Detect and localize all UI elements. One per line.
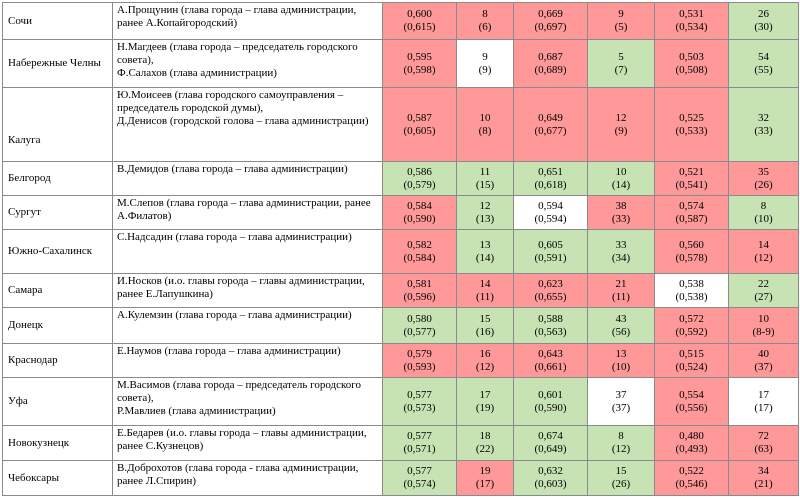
leader-line: И.Носков (и.о. главы города – главы администрации, ранее Е.Лапушкина) (117, 275, 365, 300)
leader-cell (113, 88, 383, 162)
value-cell (655, 3, 729, 40)
current-value: 12 (615, 111, 627, 124)
previous-value: (11) (476, 290, 494, 303)
city-cell: Уфа (3, 378, 113, 426)
previous-value: (14) (475, 251, 495, 264)
leader-cell (113, 274, 383, 308)
previous-value: (0,534) (675, 21, 708, 33)
value-cell (729, 230, 799, 274)
previous-value: (0,578) (675, 251, 708, 264)
previous-value: (27) (754, 290, 773, 303)
value-cell (655, 162, 729, 196)
previous-value: (56) (611, 325, 631, 338)
previous-value: (0,605) (403, 124, 436, 137)
table-row (3, 3, 799, 40)
value-cell (655, 274, 729, 308)
value-cell (588, 274, 655, 308)
value-cell (588, 196, 655, 230)
current-value: 38 (615, 199, 627, 212)
current-value: 0,572 (679, 312, 704, 325)
previous-value: (0,677) (534, 124, 567, 137)
previous-value: (0,618) (534, 178, 567, 191)
previous-value: (15) (475, 178, 495, 191)
value-cell (588, 378, 655, 426)
value-cell (729, 40, 799, 88)
previous-value: (14) (611, 178, 631, 191)
current-value: 0,623 (538, 277, 563, 290)
current-value: 19 (479, 465, 491, 477)
previous-value: (0,590) (534, 401, 567, 414)
value-cell (729, 3, 799, 40)
previous-value: (0,538) (675, 290, 708, 303)
previous-value: (0,594) (534, 212, 567, 225)
value-cell (383, 378, 457, 426)
previous-value: (55) (754, 63, 773, 76)
ratings-table (2, 2, 799, 496)
current-value: 17 (479, 388, 491, 401)
previous-value: (5) (614, 21, 628, 33)
value-cell (655, 230, 729, 274)
leader-cell (113, 40, 383, 88)
value-cell (729, 88, 799, 162)
table-row (3, 162, 799, 196)
value-cell (729, 308, 799, 344)
value-cell (655, 426, 729, 461)
current-value: 10 (615, 165, 627, 178)
current-value: 0,581 (407, 277, 432, 290)
table-row (3, 40, 799, 88)
leader-line: М.Васимов (глава города – председатель городского совета), (117, 379, 362, 404)
previous-value: (21) (754, 478, 773, 490)
value-cell (383, 3, 457, 40)
value-cell (588, 3, 655, 40)
table-row (3, 88, 799, 162)
previous-value: (37) (611, 401, 631, 414)
current-value: 26 (758, 8, 769, 20)
table-row (3, 230, 799, 274)
value-cell (588, 40, 655, 88)
value-cell (729, 196, 799, 230)
previous-value: (26) (611, 478, 631, 490)
previous-value: (30) (754, 21, 773, 33)
value-cell (588, 308, 655, 344)
current-value: 22 (758, 277, 769, 290)
current-value: 9 (618, 8, 624, 20)
current-value: 0,588 (538, 312, 563, 325)
leader-cell (113, 461, 383, 496)
leader-cell (113, 3, 383, 40)
value-cell (514, 308, 588, 344)
previous-value: (22) (475, 443, 495, 455)
value-cell (457, 274, 514, 308)
leader-cell (113, 196, 383, 230)
current-value: 17 (758, 388, 769, 401)
value-cell (383, 162, 457, 196)
previous-value: (0,689) (534, 63, 567, 76)
previous-value: (0,603) (534, 478, 567, 490)
current-value: 11 (479, 165, 491, 178)
current-value: 14 (758, 238, 769, 251)
current-value: 0,674 (538, 430, 563, 442)
value-cell (588, 88, 655, 162)
previous-value: (0,574) (403, 478, 436, 490)
current-value: 8 (482, 8, 488, 20)
city-cell: Калуга (3, 88, 113, 162)
current-value: 0,687 (538, 50, 563, 63)
previous-value: (9) (614, 124, 628, 137)
current-value: 0,480 (679, 430, 704, 442)
value-cell (514, 196, 588, 230)
value-cell (655, 461, 729, 496)
value-cell (383, 88, 457, 162)
value-cell (457, 344, 514, 378)
previous-value: (26) (754, 178, 773, 191)
value-cell (514, 378, 588, 426)
previous-value: (0,584) (403, 251, 436, 264)
leader-line: Р.Мавлиев (глава администрации) (117, 405, 276, 417)
current-value: 0,577 (407, 465, 432, 477)
previous-value: (12) (475, 360, 495, 373)
current-value: 13 (615, 347, 627, 360)
current-value: 0,531 (679, 8, 704, 20)
previous-value: (0,546) (675, 478, 708, 490)
city-cell: Сургут (3, 196, 113, 230)
value-cell (588, 230, 655, 274)
previous-value: (6) (478, 21, 492, 33)
previous-value: (37) (754, 360, 773, 373)
previous-value: (10) (611, 360, 631, 373)
leader-cell (113, 378, 383, 426)
value-cell (655, 308, 729, 344)
value-cell (655, 88, 729, 162)
value-cell (729, 344, 799, 378)
value-cell (514, 344, 588, 378)
current-value: 10 (479, 111, 491, 124)
city-cell: Сочи (3, 3, 113, 40)
previous-value: (0,590) (403, 212, 436, 225)
value-cell (383, 344, 457, 378)
value-cell (457, 88, 514, 162)
table-row (3, 196, 799, 230)
table-row (3, 461, 799, 496)
current-value: 8 (618, 430, 624, 442)
table-row (3, 274, 799, 308)
current-value: 0,538 (679, 277, 704, 290)
leader-cell (113, 426, 383, 461)
city-cell: Самара (3, 274, 113, 308)
table-row (3, 344, 799, 378)
current-value: 13 (479, 238, 491, 251)
table-row (3, 308, 799, 344)
current-value: 0,649 (538, 111, 563, 124)
previous-value: (11) (612, 290, 630, 303)
previous-value: (0,592) (675, 325, 708, 338)
previous-value: (0,591) (534, 251, 567, 264)
value-cell (588, 426, 655, 461)
value-cell (514, 162, 588, 196)
current-value: 0,584 (407, 199, 432, 212)
previous-value: (16) (475, 325, 495, 338)
current-value: 35 (758, 165, 769, 178)
value-cell (383, 461, 457, 496)
value-cell (514, 40, 588, 88)
previous-value: (0,593) (403, 360, 436, 373)
current-value: 8 (760, 199, 767, 212)
previous-value: (0,587) (675, 212, 708, 225)
city-cell: Чебоксары (3, 461, 113, 496)
value-cell (383, 40, 457, 88)
current-value: 0,594 (538, 199, 563, 212)
current-value: 0,586 (407, 165, 432, 178)
value-cell (514, 230, 588, 274)
current-value: 0,601 (538, 388, 563, 401)
current-value: 0,651 (538, 165, 563, 178)
value-cell (383, 196, 457, 230)
value-cell (514, 88, 588, 162)
current-value: 21 (615, 277, 627, 290)
current-value: 0,503 (679, 50, 704, 63)
value-cell (655, 196, 729, 230)
value-cell (729, 378, 799, 426)
value-cell (457, 378, 514, 426)
value-cell (588, 344, 655, 378)
previous-value: (7) (614, 63, 628, 76)
city-cell: Донецк (3, 308, 113, 344)
current-value: 32 (758, 111, 769, 124)
leader-line: Е.Наумов (глава города – глава администрации) (117, 345, 341, 357)
leader-line: Д.Денисов (городской голова – глава администрации) (117, 115, 369, 127)
current-value: 10 (758, 312, 769, 325)
previous-value: (0,649) (534, 443, 567, 455)
leader-line: В.Доброхотов (глава города - глава администрации, ранее Л.Спирин) (117, 462, 359, 487)
previous-value: (8-9) (752, 325, 775, 338)
previous-value: (0,533) (675, 124, 708, 137)
previous-value: (0,541) (675, 178, 708, 191)
current-value: 54 (758, 50, 769, 63)
previous-value: (9) (478, 63, 492, 76)
current-value: 0,577 (407, 430, 432, 442)
current-value: 0,577 (407, 388, 432, 401)
previous-value: (17) (754, 401, 773, 414)
current-value: 0,600 (407, 8, 432, 20)
current-value: 0,579 (407, 347, 432, 360)
previous-value: (0,493) (675, 443, 708, 455)
current-value: 0,522 (679, 465, 704, 477)
city-cell: Набережные Челны (3, 40, 113, 88)
previous-value: (0,524) (675, 360, 708, 373)
current-value: 0,587 (407, 111, 432, 124)
value-cell (655, 344, 729, 378)
current-value: 0,560 (679, 238, 704, 251)
leader-line: С.Надсадин (глава города – глава администрации) (117, 231, 352, 243)
leader-line: А.Прощунин (глава города – глава администрации, ранее А.Копайгородский) (117, 4, 357, 29)
current-value: 0,574 (679, 199, 704, 212)
current-value: 0,515 (679, 347, 704, 360)
leader-line: Е.Бедарев (и.о. главы города – главы администрации, ранее С.Кузнецов) (117, 427, 367, 452)
current-value: 16 (479, 347, 491, 360)
current-value: 0,595 (407, 50, 432, 63)
value-cell (383, 274, 457, 308)
current-value: 5 (618, 50, 624, 63)
previous-value: (0,655) (534, 290, 567, 303)
leader-line: В.Демидов (глава города – глава администрации) (117, 163, 348, 175)
leader-line: Ю.Моисеев (глава городского самоуправления – председатель городской думы), (117, 89, 344, 114)
previous-value: (0,697) (534, 21, 567, 33)
value-cell (729, 162, 799, 196)
current-value: 34 (758, 465, 769, 477)
current-value: 12 (479, 199, 491, 212)
current-value: 18 (479, 430, 491, 442)
previous-value: (0,573) (403, 401, 436, 414)
value-cell (588, 461, 655, 496)
previous-value: (19) (475, 401, 495, 414)
previous-value: (13) (475, 212, 495, 225)
current-value: 0,521 (679, 165, 704, 178)
leader-cell (113, 344, 383, 378)
current-value: 15 (615, 465, 627, 477)
value-cell (383, 308, 457, 344)
city-cell: Белгород (3, 162, 113, 196)
current-value: 0,669 (538, 8, 563, 20)
current-value: 37 (615, 388, 627, 401)
current-value: 40 (758, 347, 769, 360)
previous-value: (0,598) (403, 63, 436, 76)
value-cell (457, 308, 514, 344)
city-cell: Южно-Сахалинск (3, 230, 113, 274)
previous-value: (33) (754, 124, 773, 137)
previous-value: (0,661) (534, 360, 567, 373)
value-cell (457, 40, 514, 88)
value-cell (514, 3, 588, 40)
current-value: 15 (479, 312, 491, 325)
leader-line: Ф.Салахов (глава администрации) (117, 67, 277, 79)
table-body (3, 3, 799, 496)
previous-value: (0,577) (403, 325, 436, 338)
current-value: 33 (615, 238, 627, 251)
value-cell (457, 426, 514, 461)
previous-value: (0,579) (403, 178, 436, 191)
value-cell (514, 461, 588, 496)
city-cell: Новокузнецк (3, 426, 113, 461)
previous-value: (12) (611, 443, 631, 455)
value-cell (383, 230, 457, 274)
value-cell (457, 162, 514, 196)
value-cell (655, 40, 729, 88)
previous-value: (17) (475, 478, 495, 490)
previous-value: (12) (754, 251, 773, 264)
previous-value: (0,571) (403, 443, 436, 455)
city-cell: Краснодар (3, 344, 113, 378)
previous-value: (0,508) (675, 63, 708, 76)
previous-value: (8) (478, 124, 492, 137)
value-cell (457, 461, 514, 496)
value-cell (383, 426, 457, 461)
current-value: 0,605 (538, 238, 563, 251)
current-value: 0,554 (679, 388, 704, 401)
value-cell (514, 426, 588, 461)
current-value: 0,580 (407, 312, 432, 325)
previous-value: (0,556) (675, 401, 708, 414)
leader-line: Н.Магдеев (глава города – председатель городского совета), (117, 41, 358, 66)
leader-line: М.Слепов (глава города – глава администрации, ранее А.Филатов) (117, 197, 371, 222)
value-cell (655, 378, 729, 426)
previous-value: (10) (754, 212, 773, 225)
table-row (3, 426, 799, 461)
leader-cell (113, 308, 383, 344)
previous-value: (63) (754, 443, 773, 455)
previous-value: (33) (611, 212, 631, 225)
current-value: 9 (482, 50, 488, 63)
value-cell (457, 230, 514, 274)
leader-line: А.Кулемзин (глава города – глава администрации) (117, 309, 352, 321)
previous-value: (0,615) (403, 21, 436, 33)
value-cell (457, 196, 514, 230)
current-value: 0,632 (538, 465, 563, 477)
current-value: 43 (615, 312, 627, 325)
value-cell (729, 461, 799, 496)
value-cell (729, 426, 799, 461)
current-value: 72 (758, 430, 769, 442)
value-cell (457, 3, 514, 40)
table-row (3, 378, 799, 426)
value-cell (588, 162, 655, 196)
current-value: 0,525 (679, 111, 704, 124)
previous-value: (0,563) (534, 325, 567, 338)
previous-value: (0,596) (403, 290, 436, 303)
current-value: 0,582 (407, 238, 432, 251)
value-cell (514, 274, 588, 308)
current-value: 14 (479, 277, 491, 290)
leader-cell (113, 162, 383, 196)
previous-value: (34) (611, 251, 631, 264)
current-value: 0,643 (538, 347, 563, 360)
value-cell (729, 274, 799, 308)
leader-cell (113, 230, 383, 274)
